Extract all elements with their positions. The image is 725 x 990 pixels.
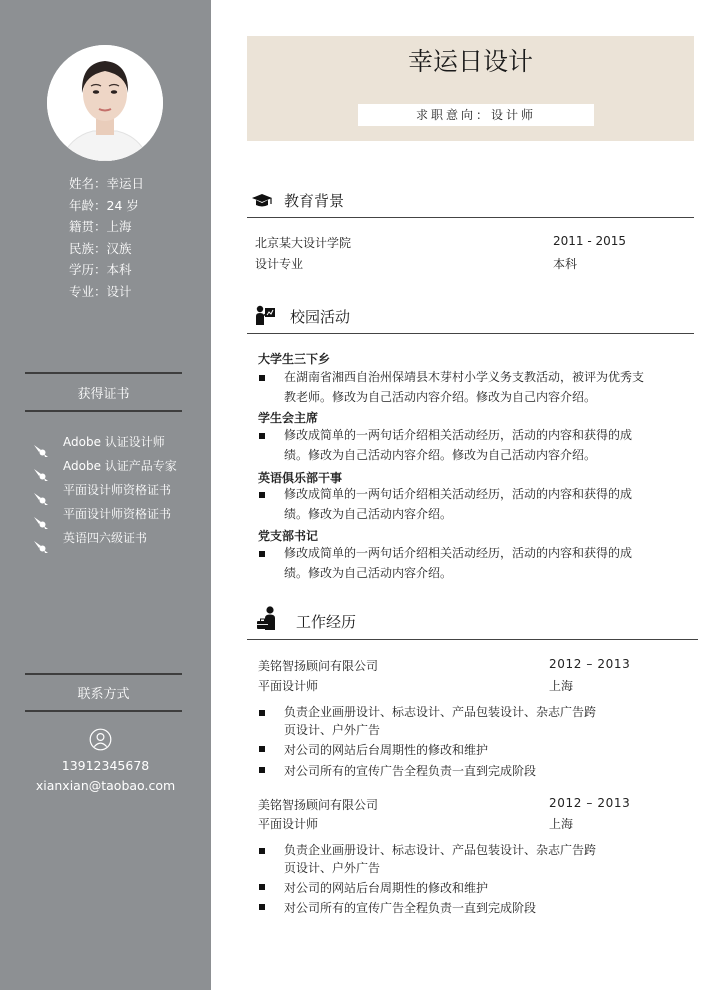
ribbon-icon	[33, 540, 49, 554]
education-title: 教育背景	[284, 192, 345, 210]
job-period: 2012 – 2013	[549, 657, 631, 671]
education-school: 北京某大设计学院	[255, 236, 352, 250]
campus-role: 英语俱乐部干事	[258, 471, 343, 485]
cert-label: 平面设计师资格证书	[63, 507, 172, 521]
education-degree: 本科	[553, 257, 578, 271]
job-city: 上海	[549, 817, 574, 831]
job-intent: 求职意向：设计师	[358, 104, 594, 126]
bullet	[259, 492, 265, 498]
sidebar	[0, 0, 211, 990]
work-title: 工作经历	[296, 613, 357, 631]
user-icon	[89, 728, 112, 751]
info-major: 专业：设计	[69, 283, 132, 299]
applicant-name: 幸运日设计	[407, 47, 533, 76]
cert-label: 英语四六级证书	[63, 531, 148, 545]
bullet	[259, 767, 265, 773]
bullet	[259, 746, 265, 752]
job-duty: 对公司的网站后台周期性的修改和维护	[284, 743, 489, 757]
ribbon-icon	[33, 468, 49, 482]
bullet	[259, 551, 265, 557]
campus-rule	[247, 333, 694, 334]
ribbon-icon	[33, 444, 49, 458]
job-duty: 负责企业画册设计、标志设计、产品包装设计、杂志广告跨页设计、户外广告	[284, 705, 597, 737]
contact-rule-bottom	[25, 710, 182, 712]
ribbon-icon	[33, 516, 49, 530]
job-duty: 对公司的网站后台周期性的修改和维护	[284, 881, 489, 895]
bullet	[259, 375, 265, 381]
education-years: 2011 - 2015	[553, 234, 627, 248]
campus-desc: 在湖南省湘西自治州保靖县木芽村小学义务支教活动，被评为优秀支教老师。修改为自己活动内容介绍。修改为自己内容介绍。	[284, 370, 645, 404]
bullet	[259, 904, 265, 910]
businessman-icon	[255, 605, 281, 631]
campus-desc: 修改成简单的一两句话介绍相关活动经历，活动的内容和获得的成绩。修改为自己活动内容介绍。修改为自己活动内容介绍。	[284, 428, 633, 462]
campus-role: 大学生三下乡	[258, 352, 331, 366]
campus-desc: 修改成简单的一两句话介绍相关活动经历，活动的内容和获得的成绩。修改为自己活动内容介绍。	[284, 487, 633, 521]
profile-photo	[47, 45, 163, 161]
bullet	[259, 884, 265, 890]
education-rule	[247, 217, 694, 218]
contact-heading: 联系方式	[77, 687, 130, 702]
job-period: 2012 – 2013	[549, 796, 631, 810]
personal-info	[69, 173, 144, 302]
job-company: 美铭智扬顾问有限公司	[258, 798, 379, 812]
job-company: 美铭智扬顾问有限公司	[258, 659, 379, 673]
certs-rule-bottom	[25, 410, 182, 412]
job-duty: 对公司所有的宣传广告全程负责一直到完成阶段	[284, 764, 537, 778]
campus-title: 校园活动	[290, 308, 351, 326]
job-duty: 负责企业画册设计、标志设计、产品包装设计、杂志广告跨页设计、户外广告	[284, 843, 597, 875]
campus-desc: 修改成简单的一两句话介绍相关活动经历，活动的内容和获得的成绩。修改为自己活动内容介绍。	[284, 546, 633, 580]
campus-role: 学生会主席	[258, 411, 319, 425]
education-major: 设计专业	[255, 257, 304, 271]
bullet	[259, 848, 265, 854]
contact-rule-top	[25, 673, 182, 675]
ribbon-icon	[33, 492, 49, 506]
job-position: 平面设计师	[258, 679, 319, 693]
graduation-cap-icon	[251, 193, 273, 209]
header-banner	[247, 36, 694, 141]
bullet	[259, 710, 265, 716]
campus-role: 党支部书记	[258, 529, 319, 543]
info-education: 学历：本科	[69, 262, 132, 277]
info-age: 年龄：24 岁	[69, 197, 139, 213]
job-city: 上海	[549, 679, 574, 693]
cert-label: Adobe 认证设计师	[63, 435, 165, 449]
info-ethnicity: 民族：汉族	[69, 240, 132, 256]
bullet	[259, 433, 265, 439]
info-hometown: 籍贯：上海	[69, 219, 132, 234]
cert-label: Adobe 认证产品专家	[63, 459, 177, 473]
email-address: xianxian@taobao.com	[35, 778, 176, 793]
job-duty: 对公司所有的宣传广告全程负责一直到完成阶段	[284, 901, 537, 915]
info-name: 姓名：幸运日	[69, 176, 145, 191]
presenter-icon	[254, 304, 276, 326]
certs-rule-top	[25, 372, 182, 374]
certs-heading: 获得证书	[77, 387, 130, 402]
work-rule	[247, 639, 698, 640]
cert-label: 平面设计师资格证书	[63, 483, 172, 497]
job-position: 平面设计师	[258, 817, 319, 831]
phone-number: 13912345678	[61, 758, 150, 773]
